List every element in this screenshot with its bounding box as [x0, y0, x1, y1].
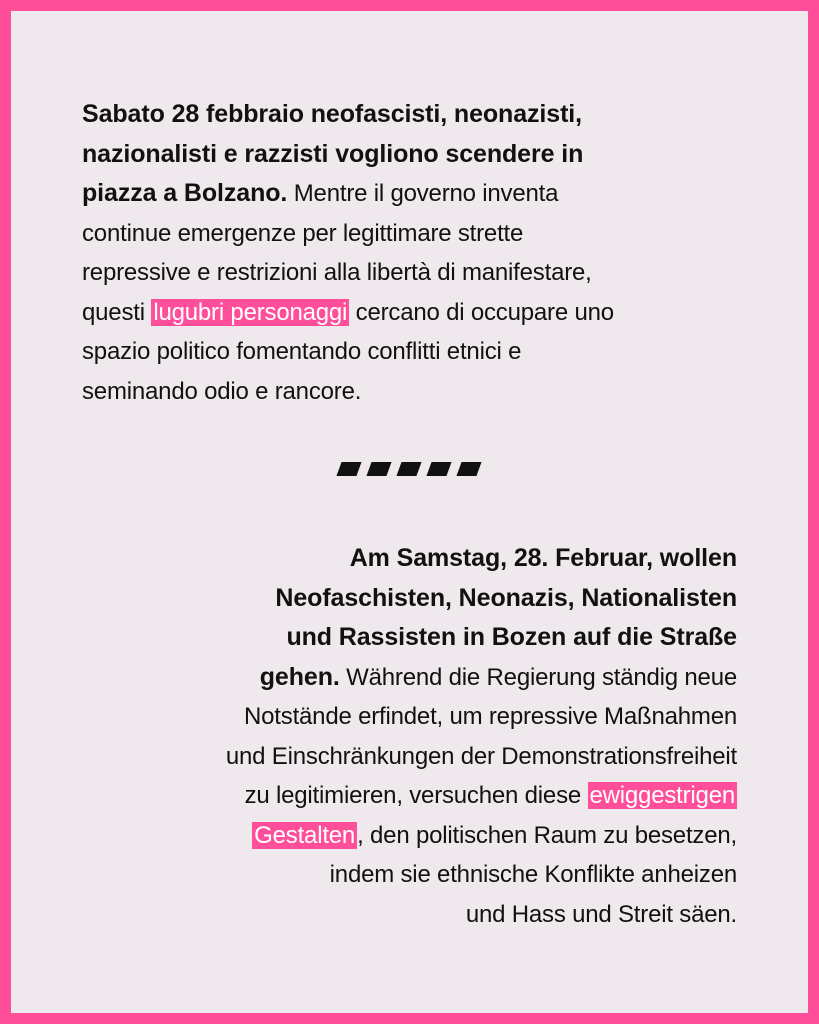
german-highlight-part1: ewiggestrigen	[589, 782, 735, 809]
separator-dash	[366, 462, 391, 476]
italian-lead-end: piazza a Bolzano.	[82, 179, 288, 207]
separator-dash	[396, 462, 421, 476]
italian-text-before-highlight: questi	[82, 298, 152, 326]
italian-body-line: repressive e restrizioni alla libertà di manifestare,	[82, 259, 592, 286]
german-highlight-line	[91, 776, 737, 816]
german-text-block	[91, 539, 737, 934]
german-text-before-highlight: zu legitimieren, versuchen diese	[244, 782, 588, 809]
dash-separator	[339, 462, 479, 476]
italian-body-start: Mentre il governo inventa	[287, 180, 559, 207]
italian-highlight: lugubri personaggi	[153, 298, 348, 326]
german-highlight-part2: Gestalten	[254, 821, 356, 849]
italian-text-block	[82, 95, 742, 411]
poster-card	[11, 11, 808, 1013]
german-lead-line: Am Samstag, 28. Februar, wollen	[349, 544, 737, 572]
separator-dash	[426, 462, 451, 476]
german-body-line: Notstände erfindet, um repressive Maßnahmen	[244, 703, 737, 730]
german-lead-line: Neofaschisten, Neonazis, Nationalisten	[275, 583, 737, 612]
german-mixed-line	[91, 658, 737, 698]
german-body-start: Während die Regierung ständig neue	[339, 663, 737, 691]
italian-mixed-line	[82, 174, 742, 214]
german-body-line: und Einschränkungen der Demonstrationsfreiheit	[225, 742, 737, 770]
german-body-line: indem sie ethnische Konflikte anheizen	[329, 861, 737, 888]
italian-body-line: seminando odio e rancore.	[82, 377, 362, 405]
italian-body-line: spazio politico fomentando conflitti etnici e	[82, 338, 522, 365]
german-highlight-line	[91, 816, 737, 856]
italian-text-after-highlight: cercano di occupare uno	[349, 298, 614, 326]
separator-dash	[456, 462, 481, 476]
german-text-after-highlight: , den politischen Raum zu besetzen,	[357, 821, 737, 849]
german-lead-line: und Rassisten in Bozen auf die Straße	[286, 623, 737, 651]
italian-lead-line: nazionalisti e razzisti vogliono scendere in	[82, 139, 584, 168]
italian-highlight-line	[82, 293, 742, 333]
italian-lead-line: Sabato 28 febbraio neofascisti, neonazisti,	[82, 100, 582, 128]
german-body-line: und Hass und Streit säen.	[465, 900, 737, 928]
italian-body-line: continue emergenze per legittimare strette	[82, 219, 524, 247]
german-lead-end: gehen.	[259, 662, 340, 691]
separator-dash	[336, 462, 361, 476]
